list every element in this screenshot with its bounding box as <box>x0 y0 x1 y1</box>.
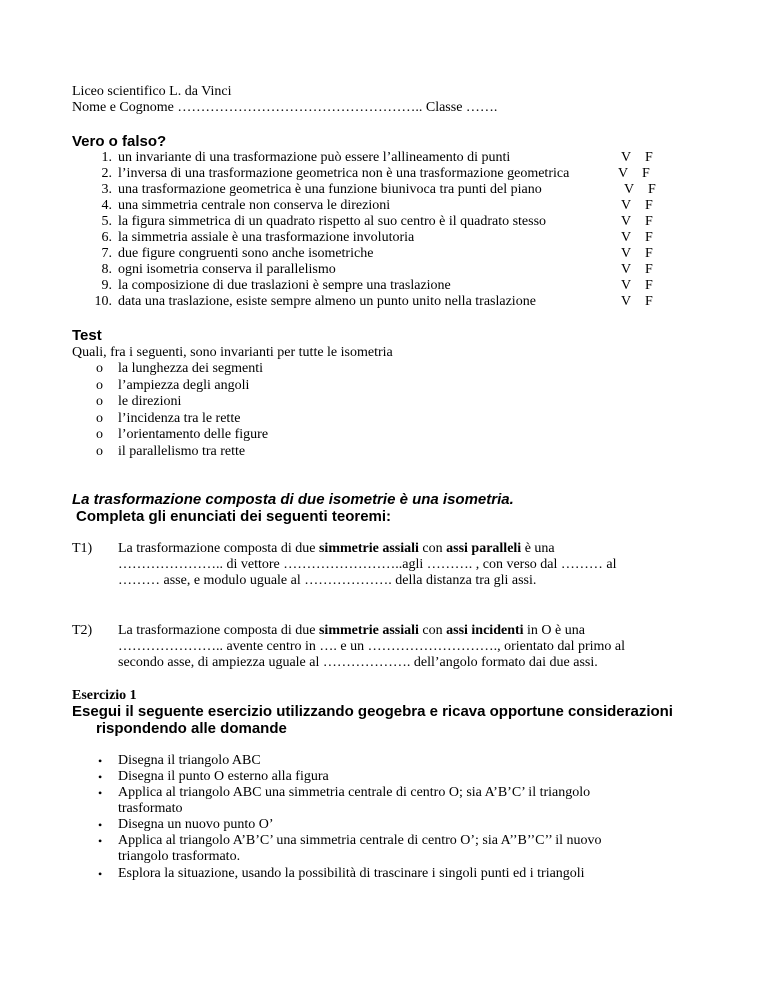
step-bullet: • <box>98 867 103 881</box>
composition-heading: La trasformazione composta di due isometrie è una isometria. <box>72 491 514 508</box>
exercise-step: Applica al triangolo A’B’C’ una simmetria centrale di centro O’; sia A’’B’’C’’ il nuovo <box>118 833 602 848</box>
vf-item-text: data una traslazione, esiste sempre almeno un punto unito nella traslazione <box>118 294 536 309</box>
exercise-step: Disegna un nuovo punto O’ <box>118 817 274 832</box>
step-bullet: • <box>98 818 103 832</box>
t2-statement-line3: secondo asse, di ampiezza uguale al ………………. dell’angolo formato dai due assi. <box>118 655 598 670</box>
t1-statement-line3: ……… asse, e modulo uguale al ………………. della distanza tra gli assi. <box>118 573 537 588</box>
vf-item-text: la composizione di due traslazioni è sempre una traslazione <box>118 278 451 293</box>
vf-item-text: un invariante di una trasformazione può essere l’allineamento di punti <box>118 150 511 165</box>
vf-false-option[interactable]: F <box>645 262 653 277</box>
vf-true-option[interactable]: V <box>621 214 632 229</box>
vf-true-option[interactable]: V <box>621 262 632 277</box>
vf-true-option[interactable]: V <box>621 230 632 245</box>
vf-item-number: 4. <box>101 198 112 213</box>
vf-false-option[interactable]: F <box>645 150 653 165</box>
vf-true-option[interactable]: V <box>621 150 632 165</box>
exercise-instruction-line2: rispondendo alle domande <box>96 720 287 737</box>
school-name: Liceo scientifico L. da Vinci <box>72 84 232 99</box>
vf-true-option[interactable]: V <box>621 294 632 309</box>
composition-subheading: Completa gli enunciati dei seguenti teoremi: <box>76 508 392 525</box>
test-heading: Test <box>72 327 102 344</box>
vf-item-number: 3. <box>101 182 112 197</box>
test-question: Quali, fra i seguenti, sono invarianti per tutte le isometria <box>72 345 393 360</box>
test-option-bullet: o <box>96 377 103 393</box>
step-bullet: • <box>98 834 103 848</box>
vf-false-option[interactable]: F <box>645 198 653 213</box>
t2-label: T2) <box>72 623 93 638</box>
vf-true-option[interactable]: V <box>621 198 632 213</box>
vf-item-number: 1. <box>101 150 112 165</box>
vf-item-text: una trasformazione geometrica è una funzione biunivoca tra punti del piano <box>118 182 542 197</box>
vf-false-option[interactable]: F <box>645 230 653 245</box>
step-bullet: • <box>98 770 103 784</box>
test-option-bullet: o <box>96 444 103 459</box>
test-option-bullet: o <box>96 394 103 410</box>
vf-false-option[interactable]: F <box>642 166 650 181</box>
t1-statement-line2: ………………….. di vettore ……………………..agli ………. , con verso dal ……… al <box>118 557 617 572</box>
vf-true-option[interactable]: V <box>621 278 632 293</box>
vf-false-option[interactable]: F <box>645 246 653 261</box>
vf-true-option[interactable]: V <box>618 166 629 181</box>
step-bullet: • <box>98 754 103 768</box>
vf-item-number: 7. <box>101 246 112 261</box>
vero-falso-heading: Vero o falso? <box>72 133 167 150</box>
vf-item-number: 9. <box>101 278 112 293</box>
test-option: la lunghezza dei segmenti <box>118 361 263 376</box>
test-option: le direzioni <box>118 394 182 410</box>
vf-false-option[interactable]: F <box>645 294 653 309</box>
exercise-step: Esplora la situazione, usando la possibilità di trascinare i singoli punti ed i triangoli <box>118 866 585 881</box>
exercise-title: Esercizio 1 <box>72 688 137 703</box>
step-bullet: • <box>98 786 103 800</box>
vf-item-number: 2. <box>101 166 112 181</box>
vf-false-option[interactable]: F <box>648 182 656 197</box>
exercise-step: Applica al triangolo ABC una simmetria centrale di centro O; sia A’B’C’ il triangolo <box>118 785 591 800</box>
exercise-instruction-line1: Esegui il seguente esercizio utilizzando geogebra e ricava opportune considerazioni <box>72 703 673 720</box>
exercise-step: triangolo trasformato. <box>118 849 241 864</box>
vf-false-option[interactable]: F <box>645 214 653 229</box>
test-option: l’incidenza tra le rette <box>118 410 241 426</box>
vf-item-number: 8. <box>101 262 112 277</box>
vf-item-text: la simmetria assiale è una trasformazione involutoria <box>118 230 415 245</box>
vf-item-number: 10. <box>94 294 112 309</box>
t1-label: T1) <box>72 541 93 556</box>
test-option: il parallelismo tra rette <box>118 444 246 459</box>
name-class-line: Nome e Cognome …………………………………………….. Classe ……. <box>72 100 498 115</box>
vf-item-text: la figura simmetrica di un quadrato rispetto al suo centro è il quadrato stesso <box>118 214 547 229</box>
vf-item-text: l’inversa di una trasformazione geometrica non è una trasformazione geometrica <box>118 166 570 181</box>
vf-true-option[interactable]: V <box>621 246 632 261</box>
test-option: l’ampiezza degli angoli <box>118 377 250 393</box>
exercise-step: Disegna il triangolo ABC <box>118 753 261 768</box>
test-option: l’orientamento delle figure <box>118 427 269 443</box>
vf-true-option[interactable]: V <box>624 182 635 197</box>
test-option-bullet: o <box>96 427 103 443</box>
t1-statement-line1: La trasformazione composta di due simmetrie assiali con assi paralleli è una <box>118 541 555 556</box>
vf-item-text: una simmetria centrale non conserva le direzioni <box>118 198 391 213</box>
vf-false-option[interactable]: F <box>645 278 653 293</box>
exercise-step: trasformato <box>118 801 183 816</box>
t2-statement-line2: ………………….. avente centro in …. e un ………………………., orientato dal primo al <box>118 639 626 654</box>
vf-item-number: 5. <box>101 214 112 229</box>
vf-item-number: 6. <box>101 230 112 245</box>
test-option-bullet: o <box>96 361 103 376</box>
test-option-bullet: o <box>96 410 103 426</box>
t2-statement-line1: La trasformazione composta di due simmetrie assiali con assi incidenti in O è una <box>118 623 585 638</box>
exercise-step: Disegna il punto O esterno alla figura <box>118 769 329 784</box>
vf-item-text: ogni isometria conserva il parallelismo <box>118 262 336 277</box>
vf-item-text: due figure congruenti sono anche isometriche <box>118 246 374 261</box>
